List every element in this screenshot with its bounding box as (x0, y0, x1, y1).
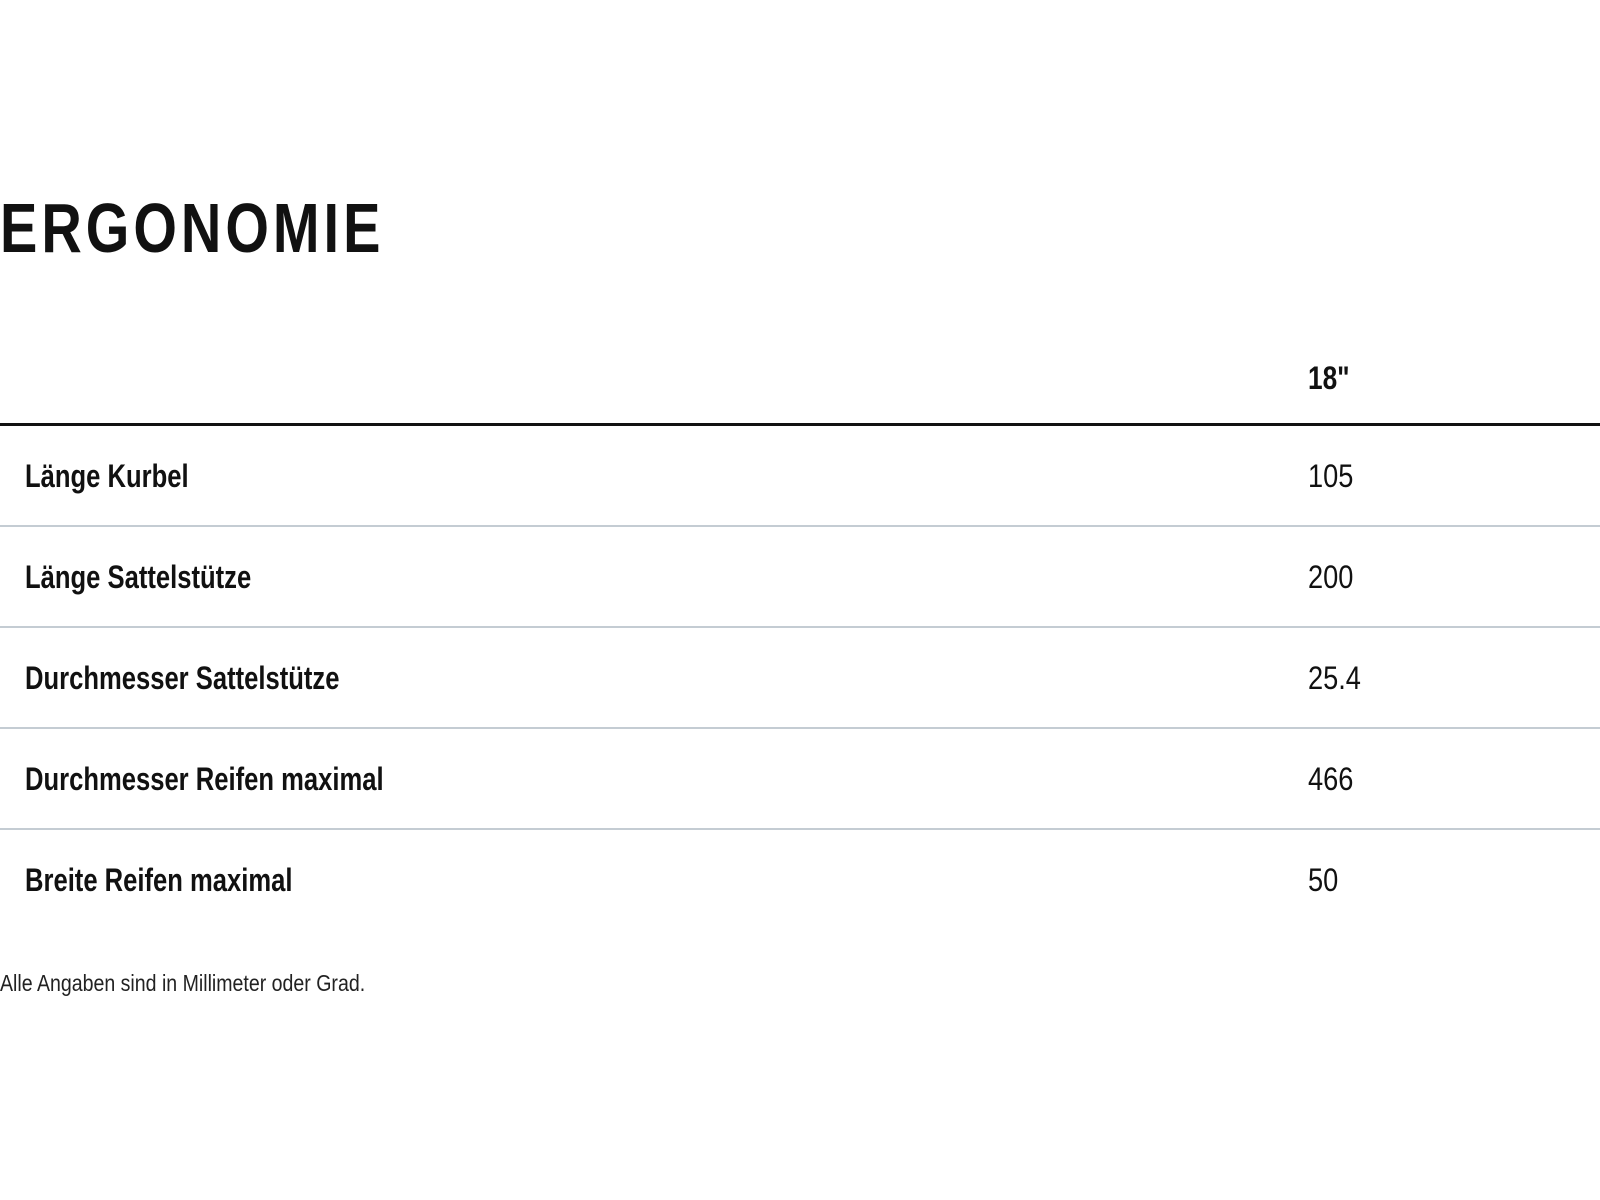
table-row (0, 628, 1600, 729)
page-title: ERGONOMIE (0, 189, 385, 267)
row-label: Breite Reifen maximal (25, 862, 293, 898)
size-column-header: 18" (1308, 360, 1350, 396)
row-label: Länge Kurbel (25, 458, 189, 494)
row-value: 200 (1308, 559, 1354, 595)
row-label: Durchmesser Sattelstütze (25, 660, 340, 696)
row-label: Länge Sattelstütze (25, 559, 252, 595)
row-value: 25.4 (1308, 660, 1361, 696)
row-value: 105 (1308, 458, 1354, 494)
table-row (0, 426, 1600, 527)
geometry-table (0, 326, 1600, 931)
row-value: 50 (1308, 862, 1339, 898)
table-header-row (0, 326, 1600, 426)
row-label: Durchmesser Reifen maximal (25, 761, 384, 797)
table-row (0, 830, 1600, 931)
units-footnote: Alle Angaben sind in Millimeter oder Grad. (0, 970, 366, 996)
table-row (0, 729, 1600, 830)
row-value: 466 (1308, 761, 1354, 797)
table-row (0, 527, 1600, 628)
